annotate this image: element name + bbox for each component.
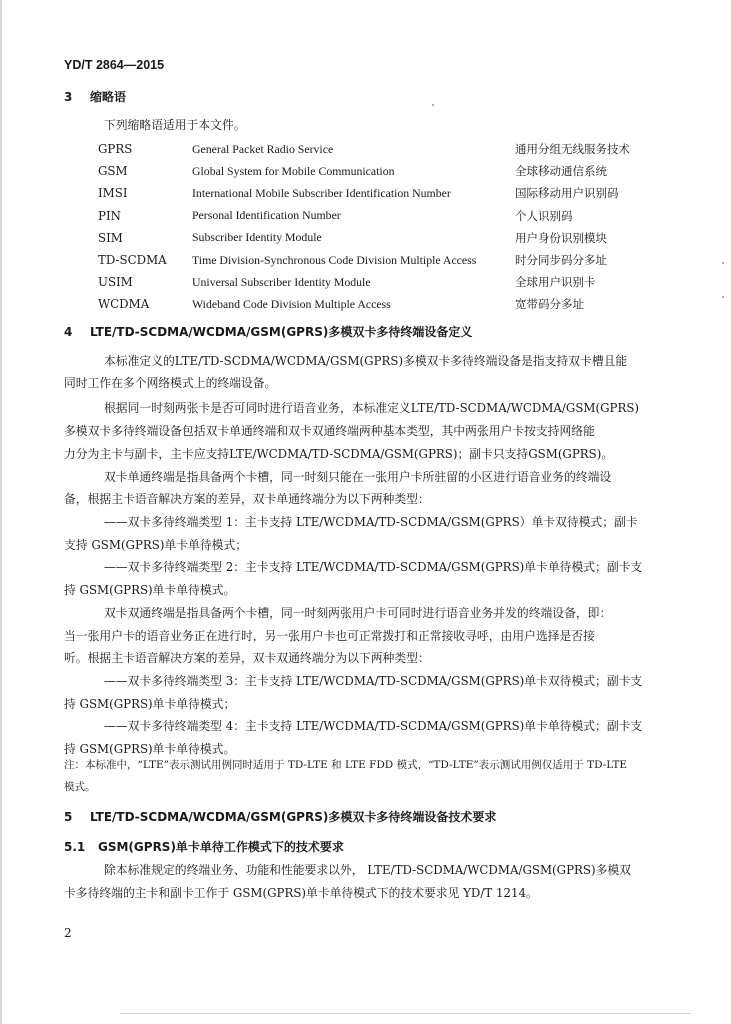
abbreviation-english: Subscriber Identity Module: [192, 230, 322, 245]
list-item-line: ——双卡多待终端类型 1：主卡支持 LTE/WCDMA/TD-SCDMA/GSM(GPRS）单卡双待模式；副卡: [104, 515, 638, 529]
page-number: 2: [64, 926, 72, 940]
abbreviation-term: GPRS: [98, 142, 133, 157]
list-item-line: 持 GSM(GPRS)单卡单待模式。: [64, 742, 236, 756]
paragraph-line: 力分为主卡与副卡，主卡应支持LTE/WCDMA/TD-SCDMA/GSM(GPRS)；副卡只支持GSM(GPRS)。: [64, 447, 614, 461]
scan-speck: [432, 104, 434, 106]
list-item-line: ——双卡多待终端类型 3：主卡支持 LTE/WCDMA/TD-SCDMA/GSM(GPRS)单卡双待模式；副卡支: [104, 674, 643, 688]
list-item-line: 持 GSM(GPRS)单卡单待模式；: [64, 697, 236, 711]
section-title: LTE/TD-SCDMA/WCDMA/GSM(GPRS)多模双卡多待终端设备定义: [90, 325, 473, 339]
abbreviation-term: GSM: [98, 164, 128, 179]
section-5-1-heading: [64, 838, 344, 855]
list-item-line: ——双卡多待终端类型 4：主卡支持 LTE/WCDMA/TD-SCDMA/GSM(GPRS)单卡单待模式；副卡支: [104, 719, 643, 733]
section-number: 5.1: [64, 840, 86, 854]
list-item-line: 持 GSM(GPRS)单卡单待模式。: [64, 583, 236, 597]
abbreviation-english: Universal Subscriber Identity Module: [192, 274, 371, 289]
abbreviation-term: SIM: [98, 230, 123, 245]
abbreviation-row: [90, 227, 630, 249]
abbreviation-row: [90, 249, 630, 271]
section-3-heading: [64, 88, 126, 105]
abbreviation-chinese: 宽带码分多址: [515, 297, 584, 312]
section-number: 4: [64, 325, 73, 339]
paragraph-line: 根据同一时刻两张卡是否可同时进行语音业务，本标准定义LTE/TD-SCDMA/WCDMA/GSM(GPRS): [104, 401, 640, 415]
note-line: 模式。: [64, 781, 96, 793]
paragraph-line: 除本标准规定的终端业务、功能和性能要求以外， LTE/TD-SCDMA/WCDMA/GSM(GPRS)多模双: [104, 863, 631, 877]
abbreviation-english: Wideband Code Division Multiple Access: [192, 296, 391, 311]
paragraph-line: 双卡双通终端是指具备两个卡槽，同一时刻两张用户卡可同时进行语音业务并发的终端设备，即：: [104, 606, 612, 620]
section-title: GSM(GPRS)单卡单待工作模式下的技术要求: [98, 840, 344, 854]
section-title: LTE/TD-SCDMA/WCDMA/GSM(GPRS)多模双卡多待终端设备技术要求: [90, 810, 497, 824]
list-item-line: 支持 GSM(GPRS)单卡单待模式；: [64, 538, 248, 552]
abbreviation-chinese: 时分同步码分多址: [515, 253, 607, 268]
section-3-intro: 下列缩略语适用于本文件。: [104, 118, 246, 132]
page-bottom-edge: [120, 1013, 691, 1014]
scan-speck: [722, 296, 724, 298]
standard-id: YD/T 2864—2015: [64, 58, 165, 72]
abbreviation-chinese: 国际移动用户识别码: [515, 186, 619, 201]
abbreviation-table: [90, 138, 630, 316]
paragraph-line: 本标准定义的LTE/TD-SCDMA/WCDMA/GSM(GPRS)多模双卡多待终端设备是指支持双卡槽且能: [104, 354, 628, 368]
abbreviation-chinese: 通用分组无线服务技术: [515, 142, 630, 157]
abbreviation-row: [90, 138, 630, 160]
abbreviation-english: Personal Identification Number: [192, 208, 341, 223]
paragraph-line: 卡多待终端的主卡和副卡工作于 GSM(GPRS)单卡单待模式下的技术要求见 YD/T 1214。: [64, 886, 538, 900]
section-title: 缩略语: [90, 90, 127, 104]
paragraph-line: 双卡单通终端是指具备两个卡槽，同一时刻只能在一张用户卡所驻留的小区进行语音业务的终端设: [104, 470, 612, 484]
section-5-heading: [64, 808, 496, 825]
abbreviation-english: Time Division-Synchronous Code Division Multiple Access: [192, 252, 477, 267]
list-item-line: ——双卡多待终端类型 2：主卡支持 LTE/WCDMA/TD-SCDMA/GSM(GPRS)单卡单待模式；副卡支: [104, 560, 643, 574]
abbreviation-term: PIN: [98, 208, 121, 223]
abbreviation-term: TD-SCDMA: [98, 253, 167, 268]
section-4-heading: [64, 323, 472, 340]
paragraph-line: 同时工作在多个网络模式上的终端设备。: [64, 376, 277, 390]
abbreviation-chinese: 全球用户识别卡: [515, 275, 596, 290]
abbreviation-term: IMSI: [98, 186, 128, 201]
abbreviation-term: USIM: [98, 275, 133, 290]
abbreviation-row: [90, 293, 630, 315]
page-edge: [0, 0, 2, 1024]
abbreviation-chinese: 用户身份识别模块: [515, 230, 607, 245]
section-number: 5: [64, 810, 73, 824]
abbreviation-english: General Packet Radio Service: [192, 141, 334, 156]
abbreviation-row: [90, 160, 630, 182]
abbreviation-english: International Mobile Subscriber Identification Number: [192, 185, 451, 200]
abbreviation-chinese: 全球移动通信系统: [515, 164, 607, 179]
abbreviation-row: [90, 271, 630, 293]
abbreviation-row: [90, 182, 630, 204]
paragraph-line: 当一张用户卡的语音业务正在进行时，另一张用户卡也可正常拨打和正常接收寻呼，由用户选择是否接: [64, 629, 595, 643]
section-number: 3: [64, 90, 73, 104]
paragraph-line: 听。根据主卡语音解决方案的差异，双卡双通终端分为以下两种类型：: [64, 651, 430, 665]
note-line: 注：本标准中，“LTE”表示测试用例同时适用于 TD-LTE 和 LTE FDD 模式，“TD-LTE”表示测试用例仅适用于 TD-LTE: [64, 759, 628, 771]
abbreviation-row: [90, 205, 630, 227]
abbreviation-english: Global System for Mobile Communication: [192, 163, 395, 178]
paragraph-line: 备，根据主卡语音解决方案的差异，双卡单通终端分为以下两种类型：: [64, 492, 430, 506]
abbreviation-chinese: 个人识别码: [515, 208, 573, 223]
scan-speck: [722, 262, 724, 264]
paragraph-line: 多模双卡多待终端设备包括双卡单通终端和双卡双通终端两种基本类型，其中两张用户卡按支持网络能: [64, 424, 595, 438]
abbreviation-term: WCDMA: [98, 297, 150, 312]
